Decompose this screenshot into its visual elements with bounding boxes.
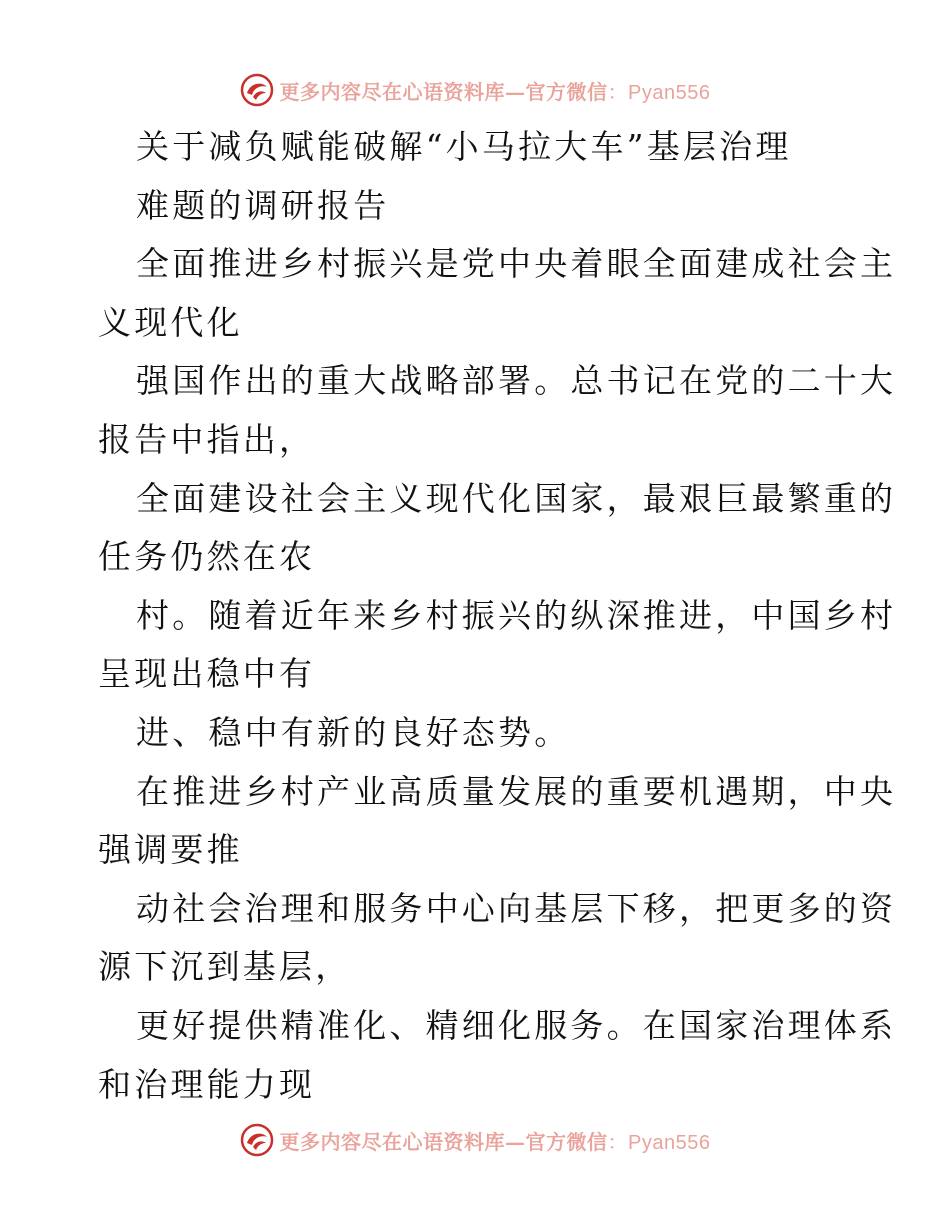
text-line: 源下沉到基层， xyxy=(98,947,352,987)
watermark-account: Pyan556 xyxy=(628,1131,711,1154)
watermark-main: 更多内容尽在心语资料库 xyxy=(279,1129,506,1154)
swirl-logo-icon xyxy=(240,1123,274,1157)
text-line: 更好提供精准化、精细化服务。在国家治理体系 xyxy=(136,1005,897,1045)
text-line: 关于减负赋能破解“小马拉大车”基层治理 xyxy=(136,127,792,166)
watermark-official: 官方微信 xyxy=(525,1129,608,1154)
text-line: 义现代化 xyxy=(98,302,243,342)
watermark-dash: — xyxy=(505,79,526,104)
text-line: 呈现出稳中有 xyxy=(98,654,316,694)
watermark-text xyxy=(280,1126,711,1155)
watermark-dash: — xyxy=(505,1129,526,1154)
watermark-text xyxy=(280,76,711,105)
document-body xyxy=(98,118,897,1114)
watermark-account: Pyan556 xyxy=(628,81,711,104)
swirl-logo-icon xyxy=(240,73,274,107)
text-line: 强调要推 xyxy=(98,830,243,870)
watermark-colon: ： xyxy=(607,79,629,104)
text-line: 和治理能力现 xyxy=(98,1064,316,1104)
watermark-banner-top xyxy=(0,70,950,110)
watermark-colon: ： xyxy=(607,1129,629,1154)
watermark-main: 更多内容尽在心语资料库 xyxy=(279,79,506,104)
text-line: 强国作出的重大战略部署。总书记在党的二十大 xyxy=(136,361,897,401)
text-line: 全面推进乡村振兴是党中央着眼全面建成社会主 xyxy=(136,244,897,284)
watermark-banner-bottom xyxy=(0,1120,950,1160)
text-line: 难题的调研报告 xyxy=(136,185,390,225)
text-line: 动社会治理和服务中心向基层下移，把更多的资 xyxy=(136,888,897,928)
text-line: 村。随着近年来乡村振兴的纵深推进，中国乡村 xyxy=(136,595,897,635)
text-line: 任务仍然在农 xyxy=(98,537,316,577)
watermark-official: 官方微信 xyxy=(525,79,608,104)
text-line: 进、稳中有新的良好态势。 xyxy=(136,712,571,752)
text-line: 在推进乡村产业高质量发展的重要机遇期，中央 xyxy=(136,771,897,811)
text-line: 报告中指出， xyxy=(98,419,316,459)
text-line: 全面建设社会主义现代化国家，最艰巨最繁重的 xyxy=(136,478,897,518)
